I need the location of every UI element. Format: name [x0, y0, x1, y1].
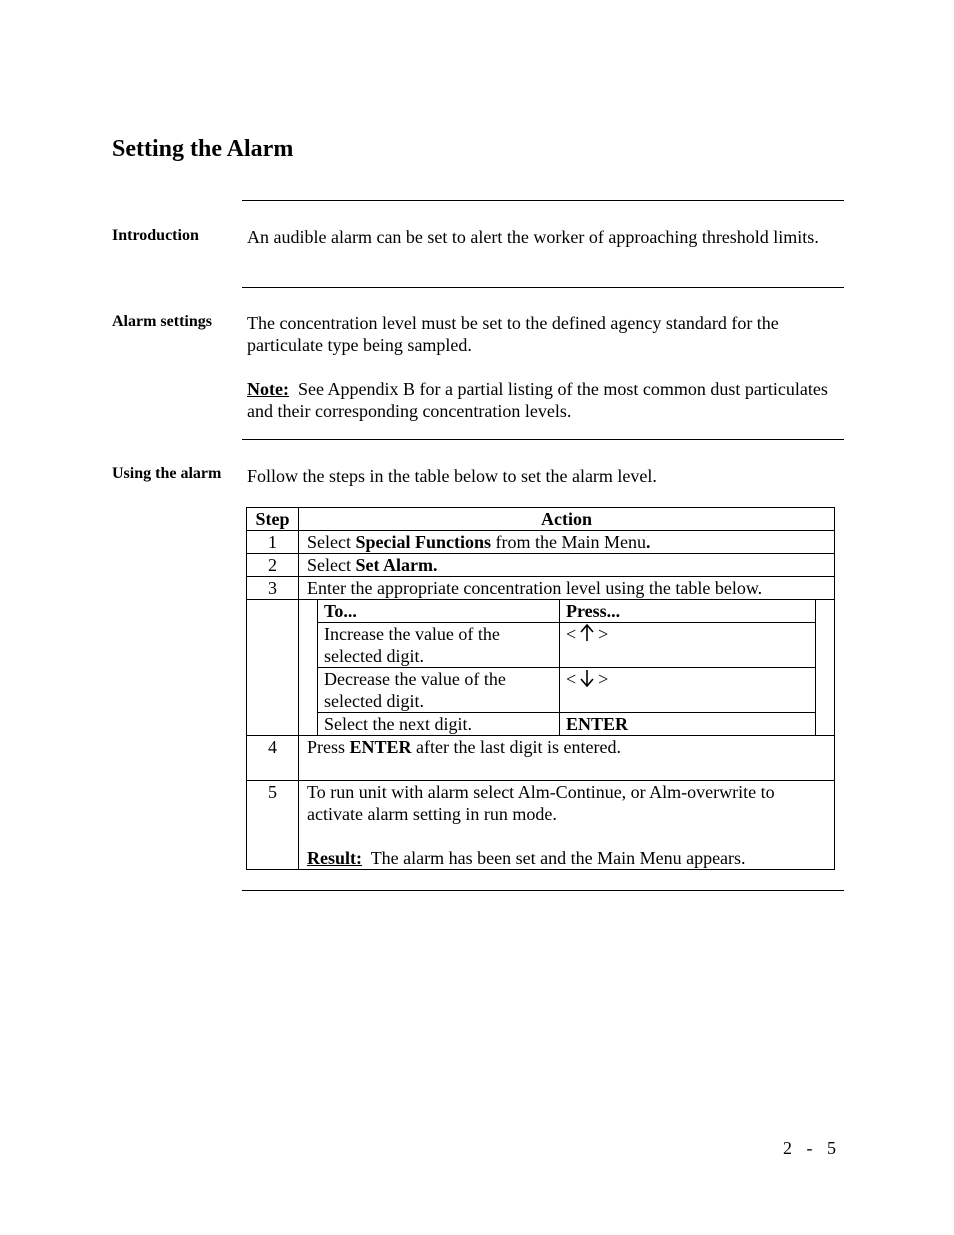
subtable-to: Select the next digit. — [318, 713, 560, 736]
action-bold: ENTER — [349, 737, 412, 757]
step-action — [299, 781, 835, 870]
subtable-row — [318, 713, 816, 736]
subtable-header-to — [318, 600, 560, 623]
table-row — [247, 736, 835, 781]
alarm-settings-note — [247, 378, 837, 422]
note-text: See Appendix B for a partial listing of the most common dust particulates and their corresponding concentration levels. — [247, 379, 828, 421]
steps-table — [246, 507, 835, 870]
down-arrow-icon — [576, 668, 598, 688]
enter-key-label: ENTER — [566, 714, 629, 734]
result-line — [307, 847, 826, 869]
action-text: Select — [307, 532, 356, 552]
step-action: Enter the appropriate concentration level using the table below. — [299, 577, 835, 600]
action-text: from the Main Menu — [491, 532, 646, 552]
action-text: Select — [307, 555, 356, 575]
page-number: 2 - 5 — [783, 1138, 836, 1158]
section-label-using-alarm: Using the alarm — [112, 465, 222, 482]
subtable-press — [560, 713, 816, 736]
action-bold: Set Alarm. — [355, 555, 438, 575]
bracket-right: > — [598, 669, 609, 689]
page-title: Setting the Alarm — [112, 136, 294, 162]
bracket-left: < — [566, 624, 577, 644]
section-divider — [242, 200, 844, 201]
step-number: 5 — [247, 781, 299, 870]
subtable-press — [560, 668, 816, 713]
section-divider — [242, 890, 844, 891]
section-label-introduction: Introduction — [112, 227, 199, 244]
result-text: The alarm has been set and the Main Menu appears. — [370, 848, 746, 868]
alarm-settings-text: The concentration level must be set to the defined agency standard for the particulate type being sampled. — [247, 313, 779, 355]
subtable-press — [560, 623, 816, 668]
note-label: Note: — [247, 379, 289, 399]
header-action: Action — [299, 508, 835, 531]
step-number: 2 — [247, 554, 299, 577]
header-to-label: To... — [324, 601, 357, 621]
action-bold: Special Functions — [355, 532, 492, 552]
action-text: after the last digit is entered. — [411, 737, 621, 757]
table-header-row — [247, 508, 835, 531]
bracket-left: < — [566, 669, 577, 689]
step-number-empty — [247, 600, 299, 736]
table-row — [247, 554, 835, 577]
header-step: Step — [247, 508, 299, 531]
action-bold: . — [645, 532, 651, 552]
step-number: 3 — [247, 577, 299, 600]
step-action — [299, 531, 835, 554]
table-row — [247, 577, 835, 600]
subtable-to: Increase the value of the selected digit. — [318, 623, 560, 668]
step-action — [299, 554, 835, 577]
subtable-to: Decrease the value of the selected digit. — [318, 668, 560, 713]
subtable-cell — [299, 600, 835, 736]
key-subtable — [317, 600, 816, 735]
action-text: Press — [307, 737, 350, 757]
subtable-header-row — [318, 600, 816, 623]
subtable-header-press — [560, 600, 816, 623]
section-divider — [242, 439, 844, 440]
table-row — [247, 600, 835, 736]
section-divider — [242, 287, 844, 288]
subtable-row — [318, 668, 816, 713]
using-alarm-text: Follow the steps in the table below to set the alarm level. — [247, 466, 657, 486]
table-row — [247, 781, 835, 870]
step-action — [299, 736, 835, 781]
section-label-alarm-settings: Alarm settings — [112, 313, 212, 330]
up-arrow-icon — [576, 623, 598, 643]
action-text: To run unit with alarm select Alm-Continue, or Alm-overwrite to activate alarm setting in run mode. — [307, 782, 775, 824]
step-number: 1 — [247, 531, 299, 554]
header-press-label: Press... — [566, 601, 621, 621]
subtable-row — [318, 623, 816, 668]
introduction-text: An audible alarm can be set to alert the worker of approaching threshold limits. — [247, 227, 819, 247]
bracket-right: > — [598, 624, 609, 644]
result-label: Result: — [307, 848, 362, 868]
step-number: 4 — [247, 736, 299, 781]
table-row — [247, 531, 835, 554]
